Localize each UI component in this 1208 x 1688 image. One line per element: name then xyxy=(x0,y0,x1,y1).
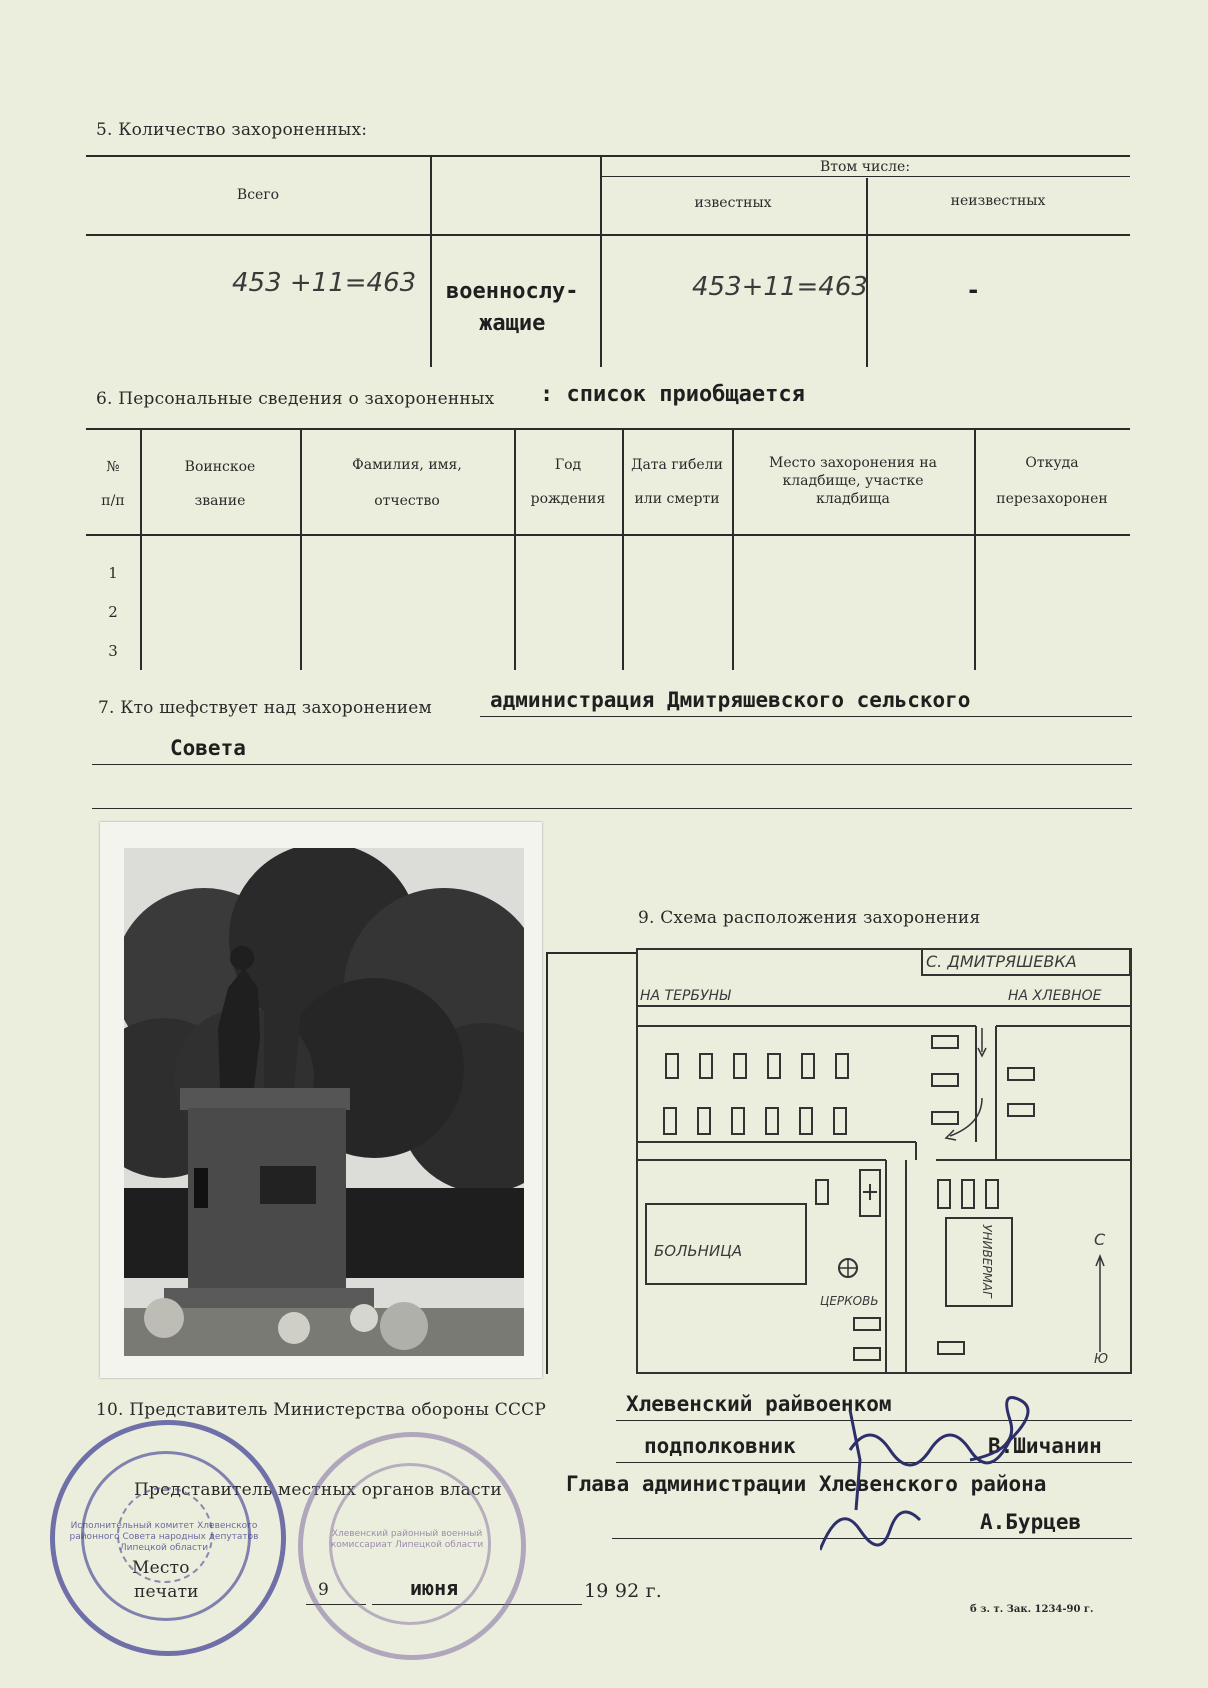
value-total: 453 +11=463 xyxy=(232,268,417,298)
header-known: известных xyxy=(694,195,772,211)
map-south-label: Ю xyxy=(1094,1352,1109,1367)
header-unknown: неизвестных xyxy=(950,193,1046,209)
stamp-executive-committee xyxy=(50,1420,286,1656)
section9-title: 9. Схема расположения захоронения xyxy=(638,908,981,928)
table5-header-border xyxy=(86,234,1130,236)
section7-label: 7. Кто шефствует над захоронением xyxy=(98,698,432,718)
col-rank-2: звание xyxy=(194,493,246,509)
col-origin-2: перезахоронен xyxy=(996,491,1108,507)
section10-line3: Глава администрации Хлевенского района xyxy=(566,1472,1047,1496)
seal-place-label-1: Место xyxy=(132,1558,190,1578)
stamp-right-text: Хлевенский районный военный комиссариат Липецкой области xyxy=(330,1529,484,1550)
section10-line4: А.Бурцев xyxy=(980,1510,1082,1534)
col-birth-2: рождения xyxy=(530,491,606,507)
value-known: 453+11=463 xyxy=(692,272,868,302)
date-month: июня xyxy=(410,1576,459,1600)
value-category: военнослу- жащие xyxy=(446,279,579,336)
row-number-1: 1 xyxy=(108,564,118,582)
col-place-2: кладбище, участке xyxy=(782,473,924,489)
table5-divider-2 xyxy=(600,155,602,367)
row-number-2: 2 xyxy=(108,603,118,621)
map-church-label: ЦЕРКОВЬ xyxy=(820,1294,879,1308)
table5-divider-1 xyxy=(430,155,432,367)
col-place-1: Место захоронения на xyxy=(768,455,938,471)
date-day: 9 xyxy=(318,1580,330,1600)
header-including: Втом числе: xyxy=(819,159,911,175)
col-place-3: кладбища xyxy=(816,491,890,507)
local-authority-label: Представитель местных органов власти xyxy=(134,1480,502,1500)
col-number-2: п/п xyxy=(101,493,125,509)
col-origin-1: Откуда xyxy=(1025,455,1079,471)
section10-label: 10. Представитель Министерства обороны СССР xyxy=(96,1400,547,1420)
section6-note: : список приобщается xyxy=(540,382,805,407)
col-death-2: или смерти xyxy=(634,491,720,507)
section7-value-line2: Совета xyxy=(170,736,246,760)
section10-line1: Хлевенский райвоенком xyxy=(626,1392,892,1416)
photo-right-border xyxy=(546,954,548,1374)
table5-top-border xyxy=(86,155,1130,157)
map-hospital-label: БОЛЬНИЦА xyxy=(654,1242,743,1260)
monument-photo xyxy=(124,848,524,1356)
section7-underline-3 xyxy=(92,808,1132,809)
section7-underline-2 xyxy=(92,764,1132,765)
col-rank-1: Воинское xyxy=(184,459,256,475)
section7-underline-1 xyxy=(480,716,1132,717)
col-name-1: Фамилия, имя, xyxy=(352,457,462,473)
section5-title: 5. Количество захороненных: xyxy=(96,120,368,140)
date-year: 19 92 г. xyxy=(584,1580,663,1602)
photo-top-border xyxy=(546,952,636,954)
value-unknown: - xyxy=(966,276,981,304)
table5-sub-border xyxy=(600,176,1130,177)
signature-strokes xyxy=(820,1390,1060,1560)
row-number-3: 3 xyxy=(108,642,118,660)
burial-location-map xyxy=(636,948,1132,1374)
map-village-label: С. ДМИТРЯШЕВКА xyxy=(926,952,1077,971)
map-road-left-label: НА ТЕРБУНЫ xyxy=(640,988,731,1004)
stamp-military-commissariat xyxy=(298,1432,526,1660)
monument-photo-frame xyxy=(100,822,542,1378)
stamp-left-text: Исполнительный комитет Хлевенского районного Совета народных депутатов Липецкой области xyxy=(69,1521,259,1553)
map-road-right-label: НА ХЛЕВНОЕ xyxy=(1008,988,1102,1004)
section10-line2-left: подполковник xyxy=(644,1434,796,1458)
col-number-1: № xyxy=(106,459,120,475)
print-note: б з. т. Зак. 1234-90 г. xyxy=(970,1604,1094,1615)
seal-place-label-2: печати xyxy=(134,1582,199,1602)
section7-value-line1: администрация Дмитряшевского сельского xyxy=(490,688,971,712)
header-total: Всего xyxy=(236,187,280,203)
col-name-2: отчество xyxy=(374,493,440,509)
col-death-1: Дата гибели xyxy=(631,457,723,473)
map-store-label: УНИВЕРМАГ xyxy=(979,1224,994,1298)
map-north-label: С xyxy=(1094,1230,1106,1249)
col-birth-1: Год xyxy=(554,457,582,473)
section10-line2-right: В.Шичанин xyxy=(988,1434,1102,1458)
section6-title: 6. Персональные сведения о захороненных xyxy=(96,389,495,409)
